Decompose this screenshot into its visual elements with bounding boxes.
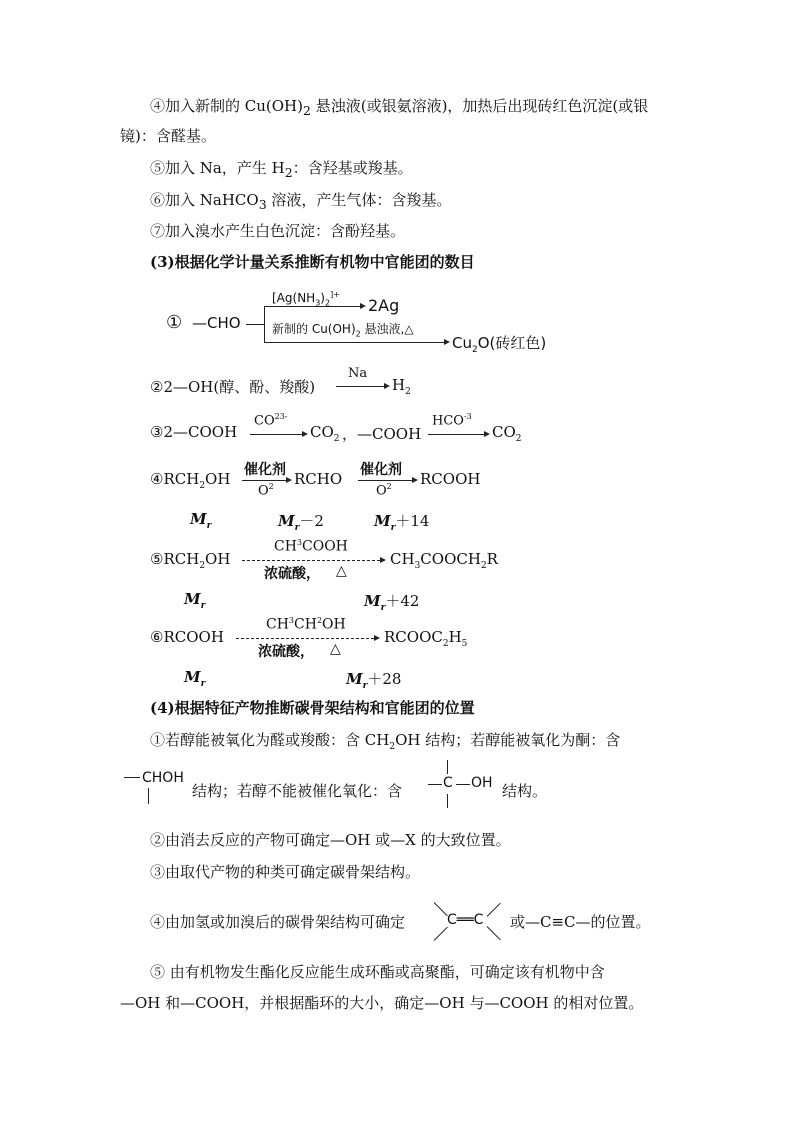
reaction-left: ②2—OH(醇、酚、羧酸) bbox=[150, 378, 316, 396]
line-test-aldehyde bbox=[150, 96, 648, 121]
section-heading-3: (3)根据化学计量关系推断有机物中官能团的数目 bbox=[150, 253, 475, 271]
reaction-product bbox=[310, 423, 340, 444]
superscript: ]+ bbox=[330, 290, 340, 299]
subscript: r bbox=[206, 521, 212, 531]
mass-text: M bbox=[364, 592, 381, 610]
reactant-text: ⑤RCH bbox=[150, 550, 200, 568]
intermediate: RCHO bbox=[294, 470, 343, 488]
reaction-left bbox=[150, 470, 230, 491]
paragraph-esterification: ⑤ 由有机物发生酯化反应能生成环酯或高聚酯，可确定该有机物中含 bbox=[150, 963, 605, 981]
reagent-text: OH bbox=[322, 616, 346, 633]
line-text: 或—C≡C—的位置。 bbox=[510, 913, 651, 931]
paragraph-substitution: ③由取代产物的种类可确定碳骨架结构。 bbox=[150, 863, 421, 881]
reagent-text: CH bbox=[274, 538, 297, 555]
subscript: 2 bbox=[386, 482, 392, 491]
molar-mass bbox=[374, 510, 429, 533]
mass-text: ＋42 bbox=[385, 592, 420, 610]
reactant-cho: —CHO bbox=[192, 314, 241, 332]
mass-text: M bbox=[184, 590, 201, 608]
condition: 浓硫酸， bbox=[258, 644, 314, 660]
line-test-bromine: ⑦加入溴水产生白色沉淀：含酚羟基。 bbox=[150, 222, 406, 240]
product-text: O(砖红色) bbox=[477, 334, 547, 352]
product-text: COOCH bbox=[420, 550, 481, 568]
subscript: 3 bbox=[315, 298, 321, 308]
subscript: r bbox=[380, 603, 386, 613]
paragraph-addition: ④由加氢或加溴后的碳骨架结构可确定 bbox=[150, 913, 406, 931]
reaction-left: ③2—COOH bbox=[150, 423, 238, 441]
mass-text: ＋14 bbox=[395, 512, 430, 530]
reagent-text: O bbox=[376, 483, 387, 499]
mass-text: M bbox=[278, 512, 295, 530]
product-text: CH bbox=[390, 550, 415, 568]
arrowhead-icon bbox=[374, 635, 380, 641]
paragraph-esterification-cont: —OH 和—COOH，并根据酯环的大小，确定—OH 与—COOH 的相对位置。 bbox=[120, 994, 644, 1012]
arrow-line bbox=[242, 560, 380, 561]
reagent-text: 悬浊液,△ bbox=[360, 322, 414, 336]
line-text: ①若醇能被氧化为醛或羧酸：含 CH bbox=[150, 731, 390, 749]
reaction-product bbox=[392, 376, 411, 397]
catalyst: 催化剂 bbox=[244, 462, 286, 478]
subscript: 2 bbox=[324, 298, 331, 308]
superscript: -3 bbox=[463, 412, 472, 421]
subscript: 5 bbox=[461, 639, 468, 649]
subscript: 2 bbox=[199, 481, 206, 491]
bond-line bbox=[434, 927, 448, 941]
reaction-product: RCOOH bbox=[420, 470, 481, 488]
reagent-text: HCO bbox=[432, 413, 464, 429]
reagent-text: 新制的 Cu(OH) bbox=[272, 322, 356, 336]
line-text: 溶液，产生气体：含羧基。 bbox=[266, 191, 452, 209]
subscript: 2 bbox=[284, 165, 293, 180]
subscript: r bbox=[200, 601, 206, 611]
upper-reagent bbox=[272, 288, 340, 310]
arrow-line bbox=[428, 434, 484, 435]
subscript: 3 bbox=[258, 197, 267, 212]
mass-text: M bbox=[184, 668, 201, 686]
product-text: H bbox=[448, 628, 462, 646]
arrowhead-icon bbox=[412, 477, 418, 483]
heat-icon: △ bbox=[330, 641, 341, 657]
product-text: RCOOC bbox=[384, 628, 443, 646]
subscript: 2 bbox=[268, 482, 274, 491]
line-text: ：含羟基或羧基。 bbox=[292, 159, 413, 177]
arrowhead-icon bbox=[384, 383, 390, 389]
reactant-text: OH bbox=[205, 550, 231, 568]
reaction-separator: ，—COOH bbox=[342, 425, 422, 443]
line-test-na bbox=[150, 158, 413, 183]
reagent-text: [Ag(NH bbox=[272, 291, 316, 305]
subscript: r bbox=[294, 523, 300, 533]
paragraph-elimination: ②由消去反应的产物可确定—OH 或—X 的大致位置。 bbox=[150, 831, 511, 849]
subscript: r bbox=[390, 523, 396, 533]
bond-line bbox=[246, 324, 264, 325]
subscript: 2 bbox=[405, 387, 411, 397]
bond-line bbox=[124, 777, 140, 778]
subscript: 2 bbox=[515, 434, 522, 444]
product-text: R bbox=[486, 550, 498, 568]
catalyst: 催化剂 bbox=[360, 462, 402, 478]
mass-text: M bbox=[374, 512, 391, 530]
subscript: 2 bbox=[471, 345, 478, 355]
reaction-product bbox=[390, 550, 498, 571]
arrowhead-icon bbox=[302, 431, 308, 437]
lower-arrowhead-icon bbox=[444, 339, 450, 345]
reagent-bicarbonate bbox=[432, 412, 472, 428]
reagent-acetic-acid bbox=[274, 538, 348, 555]
line-text: 结构；若醇不能被催化氧化：含 bbox=[192, 782, 403, 800]
lower-arrow-line bbox=[264, 342, 444, 343]
bond-line bbox=[428, 784, 442, 785]
arrow-line bbox=[358, 480, 412, 481]
molar-mass bbox=[184, 668, 205, 689]
reagent-text: CO bbox=[254, 413, 275, 429]
reagent-carbonate bbox=[254, 412, 288, 428]
subscript: 2 bbox=[333, 434, 340, 444]
mass-text: ＋28 bbox=[367, 670, 402, 688]
heat-icon: △ bbox=[336, 563, 347, 579]
molar-mass bbox=[364, 590, 419, 613]
upper-product: 2Ag bbox=[368, 296, 400, 315]
molar-mass bbox=[184, 590, 205, 611]
line-text: ⑥加入 NaHCO bbox=[150, 191, 259, 209]
reactant-text: ④RCH bbox=[150, 470, 200, 488]
choh-label: CHOH bbox=[142, 770, 184, 786]
arrowhead-icon bbox=[484, 431, 490, 437]
arrow-line bbox=[250, 434, 302, 435]
paragraph-alcohol-oxidation bbox=[150, 730, 620, 757]
product-text: CO bbox=[310, 423, 334, 441]
subscript: r bbox=[200, 679, 206, 689]
bond-line bbox=[434, 902, 448, 916]
product-text: Cu bbox=[452, 334, 472, 352]
line-text: 结构。 bbox=[502, 782, 548, 800]
subscript: 2 bbox=[303, 103, 311, 118]
reagent-ethanol bbox=[266, 616, 346, 633]
double-bond-label: C══C bbox=[447, 912, 484, 928]
bond-line bbox=[456, 784, 470, 785]
reagent-text: COOH bbox=[302, 538, 348, 555]
bond-line bbox=[447, 760, 448, 774]
oxygen bbox=[258, 482, 274, 498]
subscript: 2 bbox=[442, 639, 449, 649]
bond-line bbox=[487, 903, 501, 917]
subscript: 2 bbox=[480, 561, 487, 571]
molar-mass bbox=[346, 668, 401, 691]
arrowhead-icon bbox=[380, 557, 386, 563]
reagent-text: ) bbox=[320, 291, 325, 305]
branch-line bbox=[264, 306, 265, 342]
arrow-line bbox=[336, 386, 384, 387]
reaction-left: ⑥RCOOH bbox=[150, 628, 224, 646]
line-text: 悬浊液(或银氨溶液)，加热后出现砖红色沉淀(或银 bbox=[310, 97, 649, 115]
subscript: 3 bbox=[288, 616, 295, 625]
arrowhead-icon bbox=[286, 477, 292, 483]
section-heading-4: (4)根据特征产物推断碳骨架结构和官能团的位置 bbox=[150, 699, 475, 717]
reagent-text: CH bbox=[266, 616, 289, 633]
line-text: OH 结构；若醇能被氧化为酮：含 bbox=[395, 731, 621, 749]
reaction-left bbox=[150, 550, 230, 571]
oxygen bbox=[376, 482, 392, 498]
line-text: ⑤加入 Na，产生 H bbox=[150, 159, 285, 177]
subscript: 2 bbox=[316, 616, 323, 625]
subscript: 2 bbox=[389, 742, 396, 752]
line-aldehyde-cont: 镜)：含醛基。 bbox=[120, 127, 216, 145]
molar-mass bbox=[190, 510, 211, 531]
molar-mass bbox=[278, 510, 324, 533]
mass-text: －2 bbox=[299, 512, 324, 530]
reaction-product bbox=[492, 423, 522, 444]
reaction-product bbox=[384, 628, 467, 649]
mass-text: M bbox=[346, 670, 363, 688]
product-text: H bbox=[392, 376, 406, 394]
bond-line bbox=[148, 788, 149, 804]
arrow-line bbox=[242, 480, 286, 481]
subscript: r bbox=[362, 681, 368, 691]
arrow-line bbox=[236, 638, 374, 639]
reactant-text: OH bbox=[205, 470, 231, 488]
lower-reagent bbox=[272, 322, 414, 341]
condition: 浓硫酸， bbox=[264, 566, 320, 582]
subscript: 2 bbox=[355, 329, 361, 339]
bond-line bbox=[487, 926, 501, 940]
reagent-text: O bbox=[258, 483, 269, 499]
reagent-text: CH bbox=[294, 616, 317, 633]
item-number: ① bbox=[166, 312, 183, 333]
mass-text: M bbox=[190, 510, 207, 528]
superscript: 23- bbox=[274, 412, 288, 421]
upper-arrowhead-icon bbox=[360, 303, 366, 309]
subscript: 2 bbox=[199, 561, 206, 571]
reagent-na: Na bbox=[348, 366, 368, 381]
line-text: ④加入新制的 Cu(OH) bbox=[150, 97, 303, 115]
hydroxyl-label: OH bbox=[471, 775, 493, 791]
product-text: CO bbox=[492, 423, 516, 441]
subscript: 3 bbox=[296, 538, 303, 547]
line-test-nahco3 bbox=[150, 190, 451, 215]
carbon-label: C bbox=[443, 775, 453, 791]
lower-product bbox=[452, 332, 546, 355]
subscript: 3 bbox=[414, 561, 421, 571]
bond-line bbox=[447, 794, 448, 808]
